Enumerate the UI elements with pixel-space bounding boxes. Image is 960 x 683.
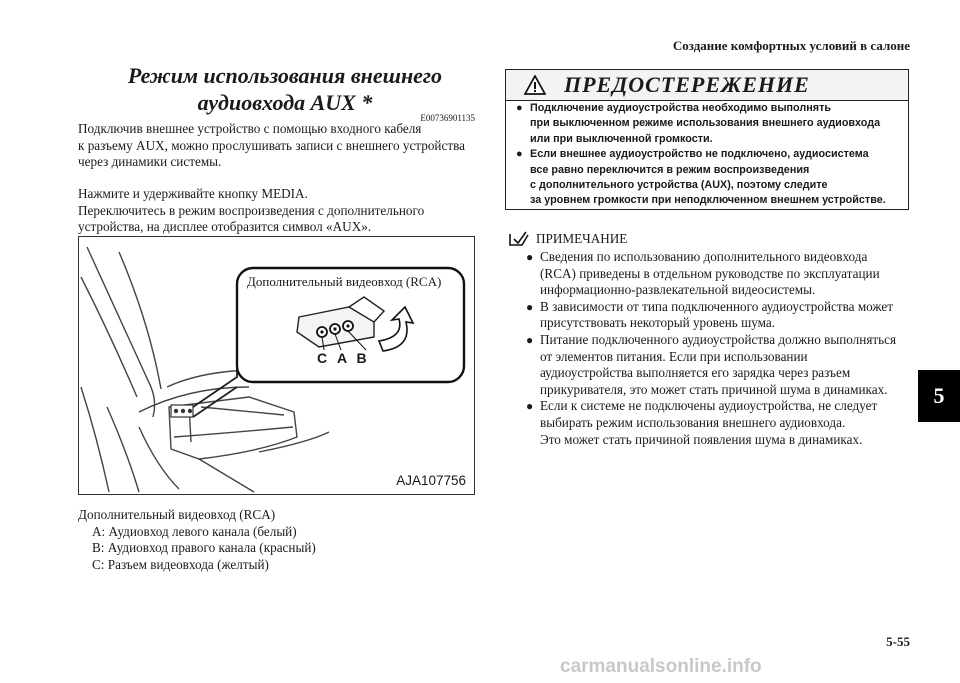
section-title-line2: аудиовхода AUX * [197,90,373,115]
bullet-dot-icon: ● [516,148,523,161]
text-line: Подключение аудиоустройства необходимо выполнять [530,102,831,114]
page-number: 5-55 [886,634,910,649]
note-title: ПРИМЕЧАНИЕ [536,231,628,246]
figure-caption [78,507,478,573]
warning-bullet [516,147,906,209]
note-bullet [526,332,911,398]
callout-label: Дополнительный видеовход (RCA) [247,274,442,289]
text-line: Это может стать причиной появления шума в динамиках. [540,431,863,447]
text-line: В зависимости от типа подключенного аудиоустройства может [540,298,893,314]
caption-item: A: Аудиовход левого канала (белый) [92,523,297,539]
text-line: выбирать режим использования внешнего аудиовхода. [540,414,846,430]
text-line: прикуривателя, это может стать причиной шума в динамиках. [540,381,888,397]
port-letter-c: C [317,350,328,366]
text-line: присутствовать некоторый уровень шума. [540,315,776,331]
watermark: carmanualsonline.info [560,656,762,677]
text-line: Если внешнее аудиоустройство не подключено, аудиосистема [530,148,869,161]
text-line: или при выключенной громкости. [530,132,713,145]
warning-body [516,101,906,209]
caption-title: Дополнительный видеовход (RCA) [78,507,276,522]
note-bullet [526,398,911,448]
bullet-dot-icon: ● [526,299,534,314]
warning-title: ПРЕДОСТЕРЕЖЕНИЕ [564,72,810,97]
note-bullet [526,299,911,332]
text-line: все равно переключится в режим воспроизведения [530,163,810,176]
warning-bullet [516,101,906,147]
bullet-dot-icon: ● [526,399,534,414]
bullet-dot-icon: ● [516,102,523,114]
text-line: Подключив внешнее устройство с помощью входного кабеля [78,121,422,136]
text-line: Сведения по использованию дополнительного видеовхода [540,249,868,264]
note-header [508,231,627,247]
illustration-figure [78,236,475,495]
text-line: через динамики системы. [78,154,222,170]
intro-paragraph [78,121,478,171]
running-header: Создание комфортных условий в салоне [672,38,910,53]
text-line: Если к системе не подключены аудиоустройства, не следует [540,398,878,414]
reference-code: E00736901135 [420,113,475,123]
note-body [526,249,911,448]
text-line: аудиоустройства выполняется его зарядка через разъем [540,365,851,381]
text-line: от элементов питания. Если при использовании [540,348,808,364]
text-line: к разъему AUX, можно прослушивать записи с внешнего устройства [78,137,466,153]
text-line: при выключенном режиме использования внешнего аудиовхода [530,117,881,130]
text-line: за уровнем громкости при неподключенном внешнем устройстве. [530,194,886,207]
caption-item: B: Аудиовход правого канала (красный) [92,540,316,556]
bullet-dot-icon: ● [526,332,534,347]
note-icon [508,231,530,247]
bullet-dot-icon: ● [526,250,534,264]
text-line: с дополнительного устройства (AUX), поэтому следите [530,179,828,192]
caption-item: C: Разъем видеовхода (желтый) [92,556,269,572]
text-line: Питание подключенного аудиоустройства должно выполняться [540,331,897,347]
text-line: информационно-развлекательной видеосистемы. [540,282,816,298]
note-bullet [526,249,911,299]
text-line: Переключитесь в режим воспроизведения с дополнительного [78,202,425,218]
instruction-paragraph [78,186,478,236]
figure-code: AJA107756 [396,473,466,488]
port-letter-a: A [337,350,347,366]
text-line: Нажмите и удерживайте кнопку MEDIA. [78,186,308,201]
chapter-tab: 5 [918,370,960,422]
warning-box [505,69,909,210]
text-line: (RCA) приведены в отдельном руководстве по эксплуатации [540,265,880,281]
port-letter-b: B [356,350,367,366]
section-title-line1: Режим использования внешнего [127,63,443,88]
warning-triangle-icon [524,75,546,95]
section-title [120,62,450,116]
warning-header [506,70,908,101]
text-line: устройства, на дисплее отобразится символ «AUX». [78,219,372,235]
